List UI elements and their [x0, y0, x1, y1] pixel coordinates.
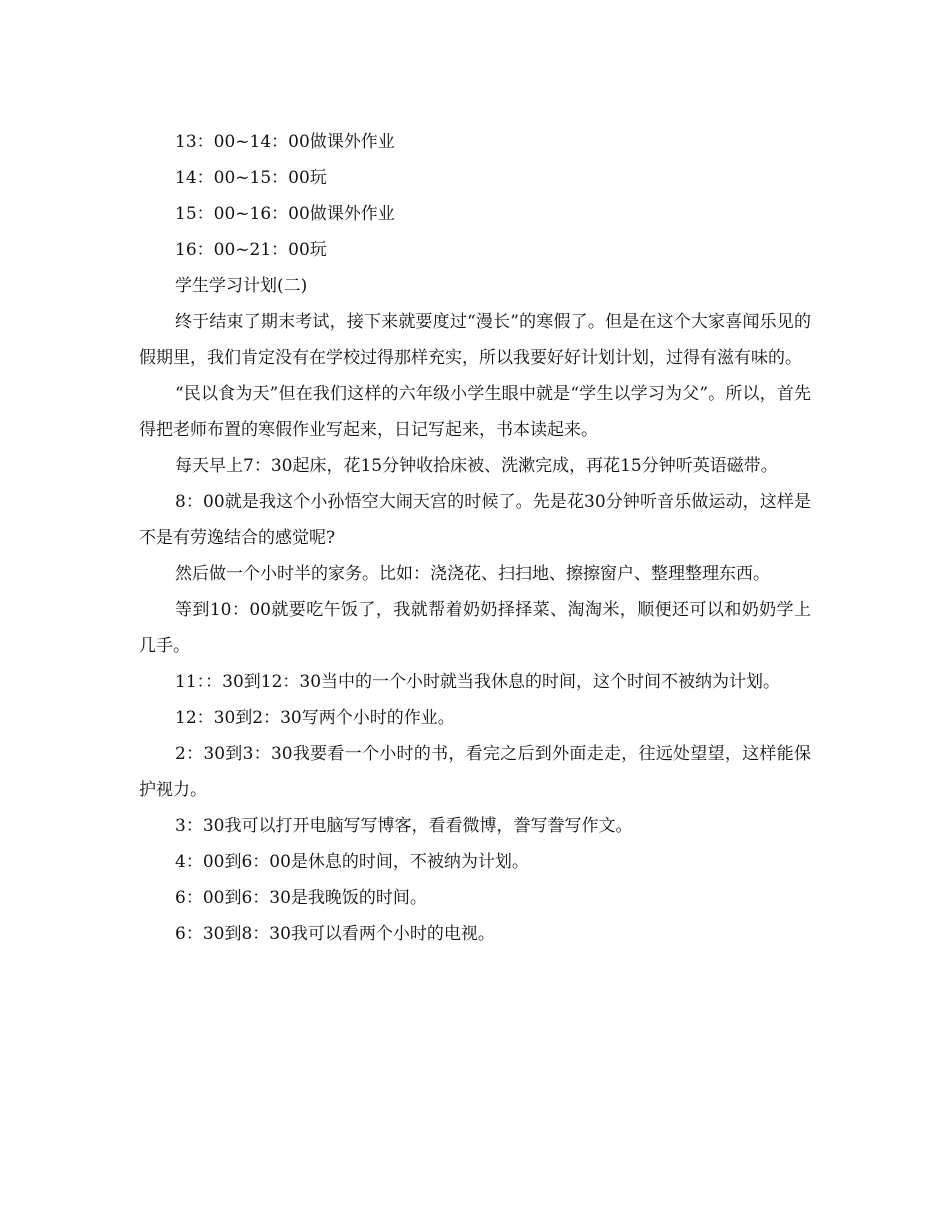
- body-paragraph: 8：00就是我这个小孙悟空大闹天宫的时候了。先是花30分钟听音乐做运动，这样是不是有劳逸结合的感觉呢?: [139, 492, 811, 548]
- body-paragraph: 6：30到8：30我可以看两个小时的电视。: [175, 924, 495, 944]
- body-paragraph: 12：30到2：30写两个小时的作业。: [175, 708, 455, 728]
- schedule-line: 13：00~14：00做课外作业: [175, 132, 395, 152]
- body-paragraph: 等到10：00就要吃午饭了，我就帮着奶奶择择菜、淘淘米，顺便还可以和奶奶学上几手。: [139, 600, 811, 656]
- schedule-line: 14：00~15：00玩: [175, 168, 327, 188]
- body-paragraph: 终于结束了期末考试，接下来就要度过“漫长”的寒假了。但是在这个大家喜闻乐见的假期里，我们肯定没有在学校过得那样充实，所以我要好好计划计划，过得有滋有味的。: [139, 312, 811, 368]
- body-paragraph: 11：：30到12：30当中的一个小时就当我休息的时间，这个时间不被纳为计划。: [175, 672, 781, 692]
- body-paragraph: 4：00到6：00是休息的时间，不被纳为计划。: [175, 852, 529, 872]
- body-paragraph: 2：30到3：30我要看一个小时的书，看完之后到外面走走，往远处望望，这样能保护视力。: [139, 744, 811, 800]
- document-body: [139, 124, 811, 952]
- body-paragraph: 3：30我可以打开电脑写写博客，看看微博，誊写誊写作文。: [175, 816, 633, 836]
- schedule-line: 15：00~16：00做课外作业: [175, 204, 395, 224]
- schedule-line: 16：00~21：00玩: [175, 240, 327, 260]
- body-paragraph: “民以食为天”但在我们这样的六年级小学生眼中就是“学生以学习为父”。所以，首先得把老师布置的寒假作业写起来，日记写起来，书本读起来。: [139, 384, 811, 440]
- body-paragraph: 每天早上7：30起床，花15分钟收拾床被、洗漱完成，再花15分钟听英语磁带。: [175, 456, 778, 476]
- body-paragraph: 6：00到6：30是我晚饭的时间。: [175, 888, 427, 908]
- body-paragraph: 然后做一个小时半的家务。比如：浇浇花、扫扫地、擦擦窗户、整理整理东西。: [175, 564, 770, 584]
- section-title: 学生学习计划(二): [175, 276, 308, 296]
